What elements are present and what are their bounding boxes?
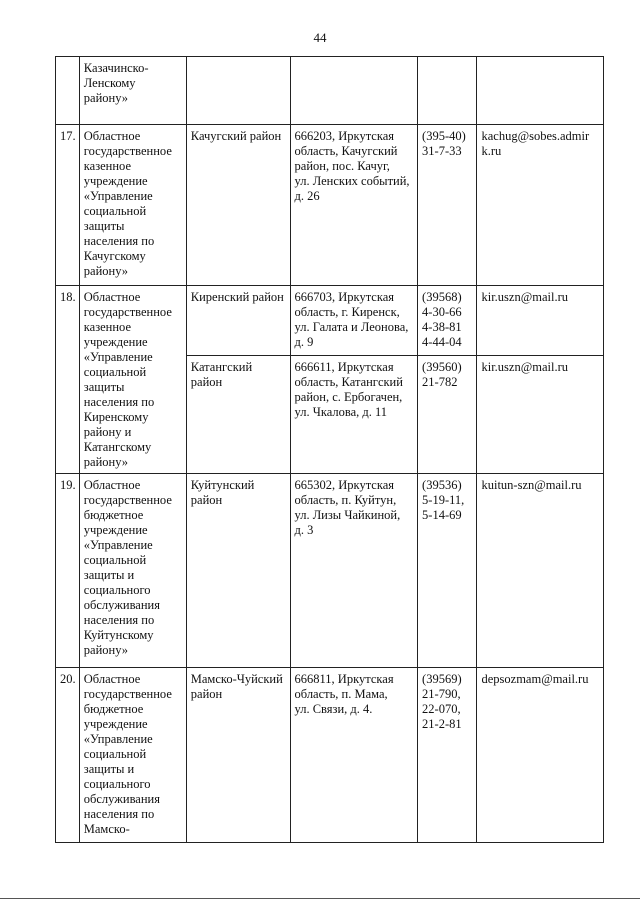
- email-address: depsozmam@mail.ru: [477, 668, 604, 843]
- page-number: 44: [313, 30, 327, 45]
- organization-name: Областное государственное бюджетное учреждение «Управление социальной защиты и социального обслуживания населения по Куйтунскому району»: [79, 474, 186, 668]
- district-name: Мамско-Чуйский район: [186, 668, 290, 843]
- address: 665302, Иркутская область, п. Куйтун, ул. Лизы Чайкиной, д. 3: [290, 474, 418, 668]
- table-body: [56, 57, 604, 843]
- phone-numbers: (39569) 21-790, 22-070, 21-2-81: [418, 668, 477, 843]
- row-number: [56, 57, 80, 125]
- address: [290, 57, 418, 125]
- district-name: Киренский район: [186, 286, 290, 356]
- phone-numbers: (39536) 5-19-11, 5-14-69: [418, 474, 477, 668]
- row-number: 20.: [56, 668, 80, 843]
- district-name: [186, 57, 290, 125]
- phone-numbers: (395-40) 31-7-33: [418, 125, 477, 286]
- row-number: 17.: [56, 125, 80, 286]
- organization-name: Областное государственное казенное учреждение «Управление социальной защиты населения по Качугскому району»: [79, 125, 186, 286]
- phone-numbers: [418, 57, 477, 125]
- table-row: [56, 125, 604, 286]
- address: 666703, Иркутская область, г. Киренск, ул. Галата и Леонова, д. 9: [290, 286, 418, 356]
- address: 666811, Иркутская область, п. Мама, ул. Связи, д. 4.: [290, 668, 418, 843]
- email-address: kachug@sobes.admir k.ru: [477, 125, 604, 286]
- table-row: [56, 286, 604, 356]
- organization-name: Казачинско- Ленскому району»: [79, 57, 186, 125]
- district-name: Качугский район: [186, 125, 290, 286]
- page-bottom-rule: [0, 898, 640, 899]
- district-name: Куйтунский район: [186, 474, 290, 668]
- row-number: 19.: [56, 474, 80, 668]
- organization-name: Областное государственное казенное учреждение «Управление социальной защиты населения по Киренскому району и Катангскому району»: [79, 286, 186, 474]
- table-row: [56, 57, 604, 125]
- address: 666203, Иркутская область, Качугский район, пос. Качуг, ул. Ленских событий, д. 26: [290, 125, 418, 286]
- email-address: kir.uszn@mail.ru: [477, 286, 604, 356]
- email-address: kuitun-szn@mail.ru: [477, 474, 604, 668]
- district-name: Катангский район: [186, 356, 290, 474]
- email-address: kir.uszn@mail.ru: [477, 356, 604, 474]
- table-row: [56, 668, 604, 843]
- row-number: 18.: [56, 286, 80, 474]
- address: 666611, Иркутская область, Катангский район, с. Ербогачен, ул. Чкалова, д. 11: [290, 356, 418, 474]
- phone-numbers: (39568) 4-30-66 4-38-81 4-44-04: [418, 286, 477, 356]
- phone-numbers: (39560) 21-782: [418, 356, 477, 474]
- organization-name: Областное государственное бюджетное учреждение «Управление социальной защиты и социального обслуживания населения по Мамско-: [79, 668, 186, 843]
- email-address: [477, 57, 604, 125]
- social-protection-offices-table: [55, 56, 604, 843]
- table-row: [56, 474, 604, 668]
